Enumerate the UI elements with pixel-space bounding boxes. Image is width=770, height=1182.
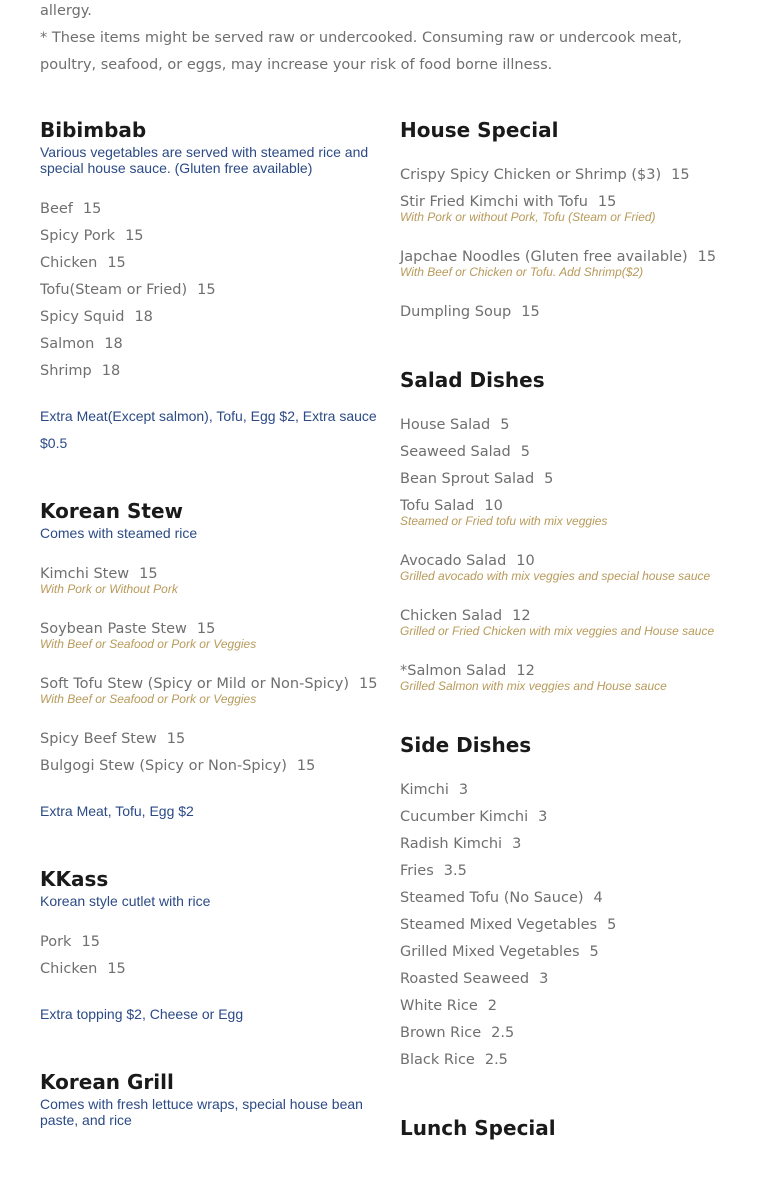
menu-item bbox=[400, 1047, 750, 1074]
menu-item bbox=[40, 726, 380, 753]
menu-item-price: 10 bbox=[484, 498, 503, 514]
menu-item-price: 5 bbox=[589, 944, 599, 960]
menu-item-price: 3.5 bbox=[443, 863, 467, 879]
menu-item-name: *Salmon Salad bbox=[400, 663, 507, 679]
menu-item-note: With Beef or Seafood or Pork or Veggies bbox=[40, 692, 257, 706]
menu-item-note: With Beef or Chicken or Tofu. Add Shrimp($2) bbox=[400, 265, 644, 279]
menu-item-price: 15 bbox=[166, 731, 186, 747]
section-title: Korean Stew bbox=[40, 499, 184, 523]
menu-item-price: 15 bbox=[107, 961, 126, 977]
menu-item bbox=[400, 804, 750, 831]
section-kkass bbox=[40, 865, 380, 1028]
menu-item-name: Kimchi bbox=[400, 782, 449, 798]
menu-item-price: 15 bbox=[81, 934, 100, 950]
menu-item bbox=[400, 966, 750, 993]
menu-item bbox=[400, 1020, 750, 1047]
section-title: Bibimbab bbox=[40, 118, 147, 142]
menu-item-name: Dumpling Soup bbox=[400, 304, 512, 320]
menu-item bbox=[40, 304, 380, 331]
menu-item bbox=[40, 929, 380, 956]
menu-item-price: 15 bbox=[597, 194, 617, 210]
extra-options: Extra Meat, Tofu, Egg $2 bbox=[40, 803, 194, 819]
menu-item bbox=[400, 439, 750, 466]
menu-item-price: 18 bbox=[134, 309, 153, 325]
menu-item-name: Chicken Salad bbox=[400, 608, 503, 624]
menu-item-price: 2 bbox=[487, 998, 498, 1014]
extra-options: Extra Meat(Except salmon), Tofu, Egg $2, Extra sauce $0.5 bbox=[40, 408, 377, 451]
menu-item bbox=[40, 277, 380, 304]
menu-item bbox=[40, 196, 380, 223]
menu-item-price: 15 bbox=[107, 255, 126, 271]
menu-item-name: Steamed Tofu (No Sauce) bbox=[400, 890, 584, 906]
menu-item-name: White Rice bbox=[400, 998, 478, 1014]
menu-item-price: 12 bbox=[512, 608, 531, 624]
menu-item-price: 2.5 bbox=[484, 1052, 508, 1068]
menu-item-name: Crispy Spicy Chicken or Shrimp ($3) bbox=[400, 167, 662, 183]
menu-item bbox=[400, 831, 750, 858]
menu-item-note: Grilled avocado with mix veggies and special house sauce bbox=[400, 569, 711, 583]
menu-item-price: 3 bbox=[458, 782, 469, 798]
section-korean-stew bbox=[40, 497, 380, 825]
menu-item-price: 15 bbox=[521, 304, 540, 320]
menu-item bbox=[40, 358, 380, 385]
menu-item-price: 15 bbox=[358, 676, 378, 692]
section-title: Salad Dishes bbox=[400, 368, 545, 392]
menu-item-price: 5 bbox=[607, 917, 617, 933]
menu-item-name: Bulgogi Stew (Spicy or Non-Spicy) bbox=[40, 758, 287, 774]
section-title: House Special bbox=[400, 118, 559, 142]
raw-food-warning: * These items might be served raw or undercooked. Consuming raw or undercook meat, poultry, seafood, or eggs, may increase your risk of food borne illness. bbox=[40, 30, 682, 73]
menu-item-price: 15 bbox=[139, 566, 158, 582]
menu-item-name: Steamed Mixed Vegetables bbox=[400, 917, 598, 933]
menu-item bbox=[400, 939, 750, 966]
menu-item bbox=[400, 162, 750, 189]
section-house-special bbox=[400, 116, 750, 326]
menu-item bbox=[400, 412, 750, 439]
section-description: Korean style cutlet with rice bbox=[40, 893, 211, 909]
section-description: Comes with fresh lettuce wraps, special house bean paste, and rice bbox=[40, 1096, 363, 1128]
menu-item-price: 18 bbox=[104, 336, 123, 352]
menu-item-note: Grilled Salmon with mix veggies and House sauce bbox=[400, 679, 667, 693]
section-bibimbab bbox=[40, 116, 380, 457]
menu-item bbox=[400, 885, 750, 912]
menu-item-price: 15 bbox=[697, 249, 717, 265]
menu-item bbox=[400, 466, 750, 493]
menu-item-price: 15 bbox=[82, 201, 102, 217]
menu-item-name: Radish Kimchi bbox=[400, 836, 503, 852]
menu-item-price: 3 bbox=[538, 809, 548, 825]
section-side-dishes bbox=[400, 731, 750, 1074]
menu-item-name: Roasted Seaweed bbox=[400, 971, 530, 987]
menu-column-left bbox=[40, 116, 380, 1168]
menu-item-price: 15 bbox=[296, 758, 316, 774]
menu-item-price: 15 bbox=[125, 228, 144, 244]
menu-item-name: Spicy Squid bbox=[40, 309, 125, 325]
menu-item-name: Tofu(Steam or Fried) bbox=[40, 282, 188, 298]
allergy-notice bbox=[40, 0, 730, 79]
menu-item bbox=[40, 331, 380, 358]
section-title: Korean Grill bbox=[40, 1070, 174, 1094]
menu-item bbox=[40, 956, 380, 983]
menu-column-right bbox=[400, 116, 750, 1182]
menu-item-price: 10 bbox=[516, 553, 535, 569]
menu-item-name: Grilled Mixed Vegetables bbox=[400, 944, 580, 960]
menu-item-note: Steamed or Fried tofu with mix veggies bbox=[400, 514, 608, 528]
menu-item-name: Avocado Salad bbox=[400, 553, 507, 569]
section-salad-dishes bbox=[400, 366, 750, 691]
menu-item-price: 15 bbox=[196, 621, 216, 637]
extra-options: Extra topping $2, Cheese or Egg bbox=[40, 1006, 244, 1022]
menu-item-name: Beef bbox=[40, 201, 73, 217]
menu-item-price: 15 bbox=[671, 167, 690, 183]
menu-item-name: Stir Fried Kimchi with Tofu bbox=[400, 194, 588, 210]
section-korean-grill bbox=[40, 1068, 380, 1128]
menu-item-price: 3 bbox=[512, 836, 522, 852]
menu-item bbox=[400, 858, 750, 885]
allergy-line: allergy. bbox=[40, 3, 92, 19]
menu-item-note: With Pork or without Pork, Tofu (Steam or Fried) bbox=[400, 210, 656, 224]
menu-item-name: Shrimp bbox=[40, 363, 92, 379]
menu-item bbox=[400, 912, 750, 939]
menu-item-price: 15 bbox=[197, 282, 216, 298]
menu-item-name: Cucumber Kimchi bbox=[400, 809, 529, 825]
section-lunch-special bbox=[400, 1114, 750, 1142]
menu-item-name: Spicy Beef Stew bbox=[40, 731, 157, 747]
menu-item-price: 18 bbox=[101, 363, 121, 379]
menu-item-price: 2.5 bbox=[491, 1025, 515, 1041]
menu-item-name: Bean Sprout Salad bbox=[400, 471, 535, 487]
menu-item-price: 4 bbox=[593, 890, 603, 906]
menu-item-name: Spicy Pork bbox=[40, 228, 116, 244]
menu-item-name: Japchae Noodles (Gluten free available) bbox=[400, 249, 688, 265]
menu-item bbox=[400, 299, 750, 326]
menu-item bbox=[40, 223, 380, 250]
menu-item-name: Soybean Paste Stew bbox=[40, 621, 187, 637]
menu-item-note: Grilled or Fried Chicken with mix veggies and House sauce bbox=[400, 624, 715, 638]
menu-item bbox=[40, 250, 380, 277]
menu-item-name: Pork bbox=[40, 934, 72, 950]
section-title: Lunch Special bbox=[400, 1116, 556, 1140]
menu-item-name: Seaweed Salad bbox=[400, 444, 511, 460]
menu-item-price: 5 bbox=[500, 417, 510, 433]
menu-item bbox=[400, 993, 750, 1020]
menu-item-note: With Pork or Without Pork bbox=[40, 582, 178, 596]
menu-item-name: Chicken bbox=[40, 255, 98, 271]
section-description: Various vegetables are served with steamed rice and special house sauce. (Gluten free available) bbox=[40, 144, 369, 176]
menu-item-price: 3 bbox=[539, 971, 549, 987]
menu-item-price: 5 bbox=[520, 444, 530, 460]
menu-item-name: Kimchi Stew bbox=[40, 566, 130, 582]
menu-item bbox=[40, 753, 380, 780]
menu-item-price: 12 bbox=[516, 663, 535, 679]
section-title: KKass bbox=[40, 867, 109, 891]
menu-item-name: Soft Tofu Stew (Spicy or Mild or Non-Spicy) bbox=[40, 676, 349, 692]
section-description: Comes with steamed rice bbox=[40, 525, 198, 541]
menu-item-note: With Beef or Seafood or Pork or Veggies bbox=[40, 637, 257, 651]
menu-item-name: Brown Rice bbox=[400, 1025, 482, 1041]
menu-item-price: 5 bbox=[544, 471, 554, 487]
menu-item bbox=[400, 777, 750, 804]
menu-item-name: Salmon bbox=[40, 336, 95, 352]
menu-item-name: Tofu Salad bbox=[400, 498, 475, 514]
menu-item-name: Chicken bbox=[40, 961, 98, 977]
section-title: Side Dishes bbox=[400, 733, 532, 757]
menu-item-name: Black Rice bbox=[400, 1052, 475, 1068]
menu-item-name: House Salad bbox=[400, 417, 491, 433]
menu-item-name: Fries bbox=[400, 863, 434, 879]
